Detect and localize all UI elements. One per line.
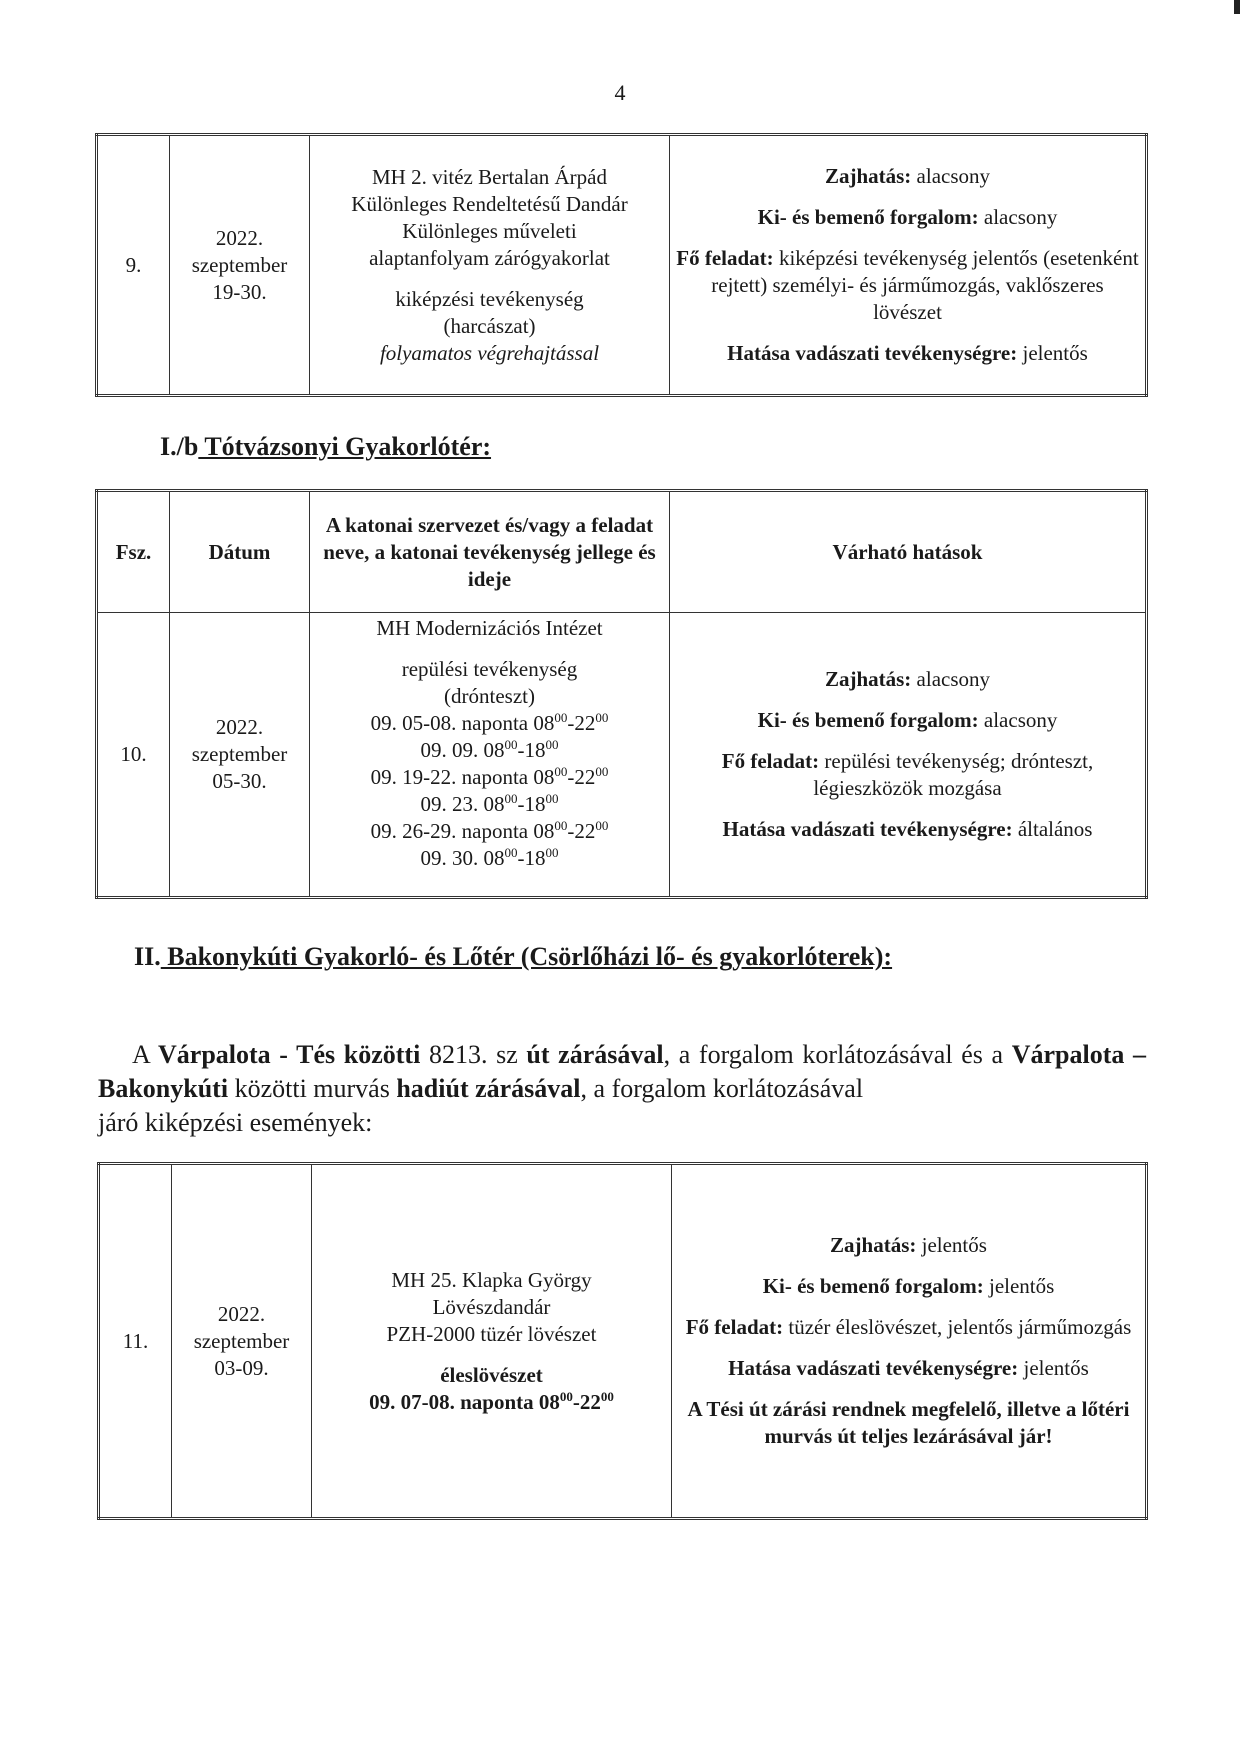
schedule-line: 09. 30. $08^{00}-18^{00}$ [420,845,559,870]
table-row [97,613,1147,898]
row-organization [310,135,670,396]
row-date [170,135,310,396]
header-effects: Várható hatások [670,491,1147,613]
date-month: szeptember [191,742,288,766]
header-organization: A katonai szervezet és/vagy a feladat neve, a katonai tevékenység jellege és ideje [310,491,670,613]
activity-line: (drónteszt) [444,684,535,708]
org-name: MH Modernizációs Intézet [376,616,603,640]
row-effects [672,1164,1147,1519]
row-date [170,613,310,898]
main-task: Fő feladat: tüzér éleslövészet, jelentős járműmozgás [685,1315,1132,1339]
date-days: 03-09. [214,1355,269,1380]
activity-mode: folyamatos végrehajtással [379,340,600,365]
row-effects [670,613,1147,898]
date-days: 19-30. [212,279,267,304]
heading-title: Bakonykúti Gyakorló- és Lőtér (Csörlőházi lő- és gyakorlóterek): [160,942,893,971]
section-heading-bakonykuti [134,942,892,972]
section-heading-totvazsony [160,432,491,462]
table-row-11 [97,1162,1148,1520]
date-year: 2022. [215,225,264,250]
org-line: Lövészdandár [432,1294,551,1319]
date-year: 2022. [215,715,264,739]
activity-line: repülési tevékenység [401,657,578,681]
noise-effect: Zajhatás: jelentős [830,1233,987,1257]
table-row [99,1164,1147,1519]
row-organization [310,613,670,898]
activity-line: kiképzési tevékenység [395,286,584,311]
row-number: 10. [97,613,170,898]
heading-prefix: II. [134,942,161,971]
schedule-line: 09. 09. $08^{00}-18^{00}$ [420,737,559,762]
date-month: szeptember [193,1328,290,1353]
traffic-effect: Ki- és bemenő forgalom: alacsony [757,708,1058,732]
row-effects [670,135,1147,396]
org-line: Különleges Rendeltetésű Dandár [351,191,628,216]
noise-effect: Zajhatás: alacsony [824,164,991,188]
schedule-line: 09. 23. $08^{00}-18^{00}$ [420,791,559,816]
traffic-effect: Ki- és bemenő forgalom: jelentős [762,1274,1055,1298]
activity-line: (harcászat) [443,313,536,338]
closure-paragraph: A Várpalota - Tés közötti 8213. sz út zárásával, a forgalom korlátozásával és a Várpalota – Bakonykúti közötti murvás hadiút zárásával, a forgalom korlátozásával [98,1040,1146,1103]
traffic-effect: Ki- és bemenő forgalom: alacsony [757,205,1058,229]
org-line: MH 25. Klapka György [391,1267,592,1292]
hunting-effect: Hatása vadászati tevékenységre: jelentős [727,341,1088,365]
org-line: alaptanfolyam zárógyakorlat [369,245,610,270]
date-days: 05-30. [212,769,267,793]
main-task: Fő feladat: repülési tevékenység; drónteszt, légieszközök mozgása [721,749,1094,800]
table-header-row [97,491,1147,613]
closure-note: A Tési út zárási rendnek megfelelő, illetve a lőtéri murvás út teljes lezárásával jár! [687,1397,1130,1448]
noise-effect: Zajhatás: alacsony [824,667,991,691]
row-number: 11. [99,1164,172,1519]
heading-prefix: I./b [160,432,199,461]
date-year: 2022. [217,1301,266,1326]
date-month: szeptember [191,252,288,277]
org-line: PZH-2000 tüzér lövészet [386,1321,597,1346]
header-number: Fsz. [97,491,170,613]
row-date [172,1164,312,1519]
table-row [97,135,1147,396]
page-number: 4 [614,80,626,105]
schedule-line: 09. 26-29. naponta $08^{00}-22^{00}$ [370,818,609,843]
row-organization [312,1164,672,1519]
table-totvazsony [95,489,1148,899]
scan-edge-mark [1234,0,1240,14]
closure-paragraph-end: járó kiképzési események: [98,1108,373,1137]
row-number: 9. [97,135,170,396]
heading-title: Tótvázsonyi Gyakorlótér: [198,432,492,461]
org-line: Különleges műveleti [402,218,577,243]
schedule-line: 09. 07-08. naponta $08^{00}-22^{00}$ [369,1388,614,1414]
header-date: Dátum [170,491,310,613]
activity-type: éleslövészet [440,1362,543,1387]
table-row-9 [95,133,1148,397]
main-task: Fő feladat: kiképzési tevékenység jelentős (esetenként rejtett) személyi- és járműmozgás, vaklőszeres lövészet [676,246,1139,324]
org-line: MH 2. vitéz Bertalan Árpád [371,164,607,189]
hunting-effect: Hatása vadászati tevékenységre: általános [722,817,1093,841]
hunting-effect: Hatása vadászati tevékenységre: jelentős [728,1356,1089,1380]
schedule-line: 09. 05-08. naponta $08^{00}-22^{00}$ [370,710,609,735]
schedule-line: 09. 19-22. naponta $08^{00}-22^{00}$ [370,764,609,789]
